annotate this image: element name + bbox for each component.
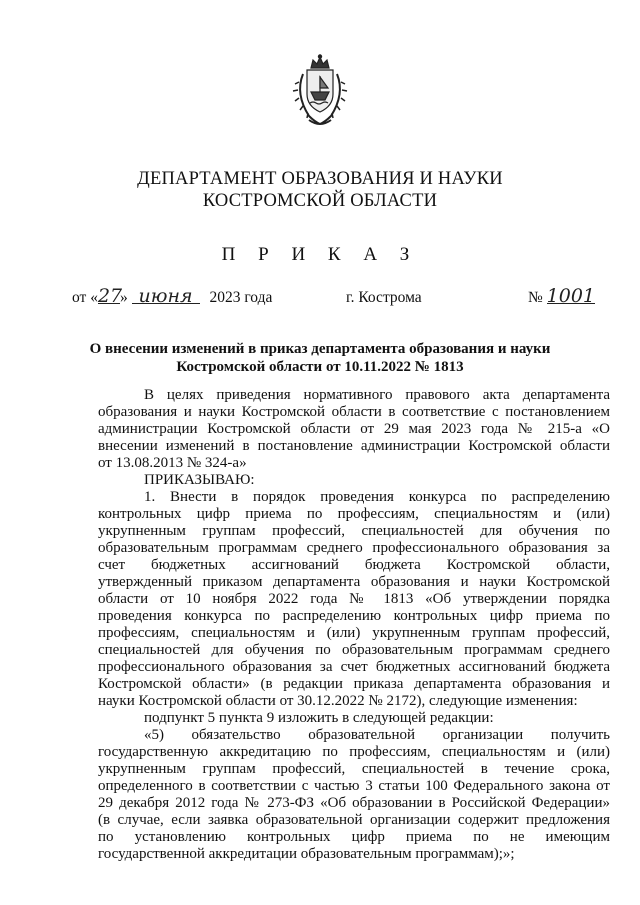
order-word: ПРИКАЗЫВАЮ: [144, 472, 255, 488]
intro-line: внесении изменений в постановление администрации Костромской области [98, 438, 610, 454]
item1-line: Костромской области» (в редакции приказа департамента образования и [98, 676, 610, 692]
item1-line: контрольных цифр приема по профессиям, специальностям и (или) [98, 506, 610, 522]
quote-line: (в случае, если заявка образовательной организации содержит предложения [98, 812, 610, 828]
item1-line: образовательным программам среднего профессионального образования за [98, 540, 610, 556]
date-year: 2023 года [209, 289, 273, 306]
intro-line: от 13.08.2013 № 324-а» [98, 455, 247, 471]
item1-line: науки Костромской области от 30.12.2022 № 2172), следующие изменения: [98, 693, 578, 709]
quote-line: 29 декабря 2012 года № 273-ФЗ «Об образовании в Российской Федерации» [98, 795, 610, 811]
date-day: 27 [97, 285, 123, 307]
item1-line: утвержденный приказом департамента образования и науки Костромской [98, 574, 610, 590]
quote-line: укрупненным группам профессий, специальностей в течение срока, [98, 761, 610, 777]
date-prefix: от « [72, 289, 98, 306]
date-line [72, 285, 273, 307]
document-kind-title: П Р И К А З [221, 244, 419, 265]
quote-line: государственную аккредитацию по профессиям, специальностям и (или) [98, 744, 610, 760]
item1-line: области от 10 ноября 2022 года № 1813 «Об утверждении порядка [98, 591, 610, 607]
date-month: июня [132, 289, 200, 304]
intro-line: В целях приведения нормативного правового акта департамента [144, 387, 610, 403]
item1-line: укрупненным группам профессий, специальностей для обучения по [98, 523, 610, 539]
city: г. Кострома [346, 289, 422, 306]
quote-line: «5) обязательство образовательной организации получить [144, 727, 610, 743]
doc-title-line1: О внесении изменений в приказ департамента образования и науки [89, 341, 551, 357]
item1-line: проведения конкурса по распределению контрольных цифр приема по [98, 608, 610, 624]
date-mid: » [119, 289, 128, 306]
department-name-line2: КОСТРОМСКОЙ ОБЛАСТИ [202, 191, 438, 211]
subitem-line: подпункт 5 пункта 9 изложить в следующей редакции: [144, 710, 494, 726]
number-prefix: № [528, 289, 543, 306]
doc-title-line2: Костромской области от 10.11.2022 № 1813 [176, 359, 464, 375]
intro-line: администрации Костромской области от 29 мая 2023 года № 215-а «О [98, 421, 610, 437]
intro-line: образования и науки Костромской области в соответствие с постановлением [98, 404, 610, 420]
document-body [98, 387, 610, 863]
quote-line: определенного в соответствии с частью 3 статьи 100 Федерального закона от [98, 778, 610, 794]
number-value: 1001 [546, 285, 596, 307]
document-number [528, 285, 596, 307]
department-name-line1: ДЕПАРТАМЕНТ ОБРАЗОВАНИЯ И НАУКИ [137, 169, 503, 189]
quote-line: по установлению контрольных цифр приема по не имеющим [98, 829, 610, 845]
coat-of-arms-emblem [291, 54, 349, 128]
item1-line: профессионального образования за счет бюджетных ассигнований бюджета [98, 659, 610, 675]
item1-line: 1. Внести в порядок проведения конкурса по распределению [144, 489, 610, 505]
quote-line: государственной аккредитации образовательным программам);»; [98, 846, 515, 862]
item1-line: специальностей для обучения по образовательным программам среднего [98, 642, 610, 658]
item1-line: профессиям, специальностям и (или) укрупненным группам профессий, [98, 625, 610, 641]
item1-line: счет бюджетных ассигнований бюджета Костромской области, [98, 557, 610, 573]
